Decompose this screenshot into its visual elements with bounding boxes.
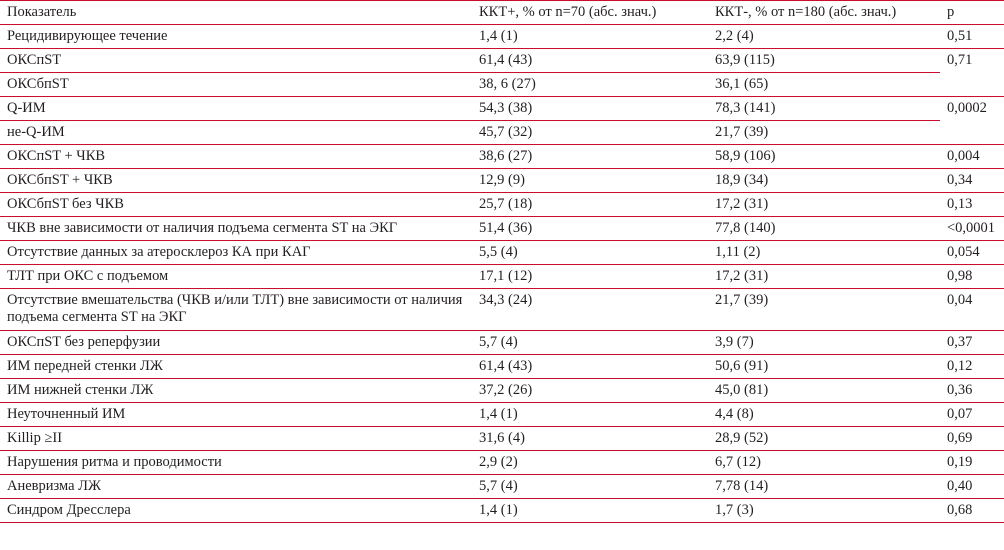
kkt-positive-value: 34,3 (24) bbox=[472, 289, 708, 331]
row-label: ОКСбпST + ЧКВ bbox=[0, 169, 472, 193]
p-value: 0,34 bbox=[940, 169, 1004, 193]
table-row bbox=[0, 121, 1004, 145]
table-row bbox=[0, 499, 1004, 523]
row-label: Неуточненный ИМ bbox=[0, 403, 472, 427]
kkt-negative-value: 7,78 (14) bbox=[708, 475, 940, 499]
p-value: 0,68 bbox=[940, 499, 1004, 523]
kkt-positive-value: 61,4 (43) bbox=[472, 355, 708, 379]
table-row bbox=[0, 97, 1004, 121]
p-value: 0,36 bbox=[940, 379, 1004, 403]
p-value: 0,13 bbox=[940, 193, 1004, 217]
kkt-negative-value: 21,7 (39) bbox=[708, 121, 940, 145]
kkt-positive-value: 45,7 (32) bbox=[472, 121, 708, 145]
header-kkt-positive: ККТ+, % от n=70 (абс. знач.) bbox=[472, 1, 708, 25]
table-row bbox=[0, 403, 1004, 427]
row-label: ТЛТ при ОКС с подъемом bbox=[0, 265, 472, 289]
table-row bbox=[0, 379, 1004, 403]
row-label: ОКСбпST bbox=[0, 73, 472, 97]
p-value: 0,69 bbox=[940, 427, 1004, 451]
table-row bbox=[0, 451, 1004, 475]
p-value: 0,37 bbox=[940, 331, 1004, 355]
kkt-positive-value: 51,4 (36) bbox=[472, 217, 708, 241]
row-label: ИМ передней стенки ЛЖ bbox=[0, 355, 472, 379]
kkt-positive-value: 61,4 (43) bbox=[472, 49, 708, 73]
header-row bbox=[0, 1, 1004, 25]
p-value: 0,0002 bbox=[947, 100, 987, 116]
kkt-positive-value: 38, 6 (27) bbox=[472, 73, 708, 97]
kkt-negative-value: 21,7 (39) bbox=[708, 289, 940, 331]
table-row bbox=[0, 475, 1004, 499]
kkt-positive-value: 2,9 (2) bbox=[472, 451, 708, 475]
row-label: ОКСпST без реперфузии bbox=[0, 331, 472, 355]
kkt-negative-value: 6,7 (12) bbox=[708, 451, 940, 475]
p-value: 0,51 bbox=[940, 25, 1004, 49]
p-value bbox=[940, 121, 1004, 145]
kkt-negative-value: 1,11 (2) bbox=[708, 241, 940, 265]
kkt-positive-value: 5,5 (4) bbox=[472, 241, 708, 265]
row-label: ЧКВ вне зависимости от наличия подъема сегмента ST на ЭКГ bbox=[0, 217, 472, 241]
header-kkt-negative: ККТ-, % от n=180 (абс. знач.) bbox=[708, 1, 940, 25]
p-value: 0,19 bbox=[940, 451, 1004, 475]
kkt-negative-value: 58,9 (106) bbox=[708, 145, 940, 169]
p-value: 0,004 bbox=[940, 145, 1004, 169]
kkt-positive-value: 1,4 (1) bbox=[472, 499, 708, 523]
kkt-positive-value: 25,7 (18) bbox=[472, 193, 708, 217]
kkt-negative-value: 2,2 (4) bbox=[708, 25, 940, 49]
row-label: ОКСпST bbox=[0, 49, 472, 73]
row-label: Отсутствие вмешательства (ЧКВ и/или ТЛТ) вне зависимости от наличия подъема сегмента ST на ЭКГ bbox=[0, 289, 472, 331]
row-label: Синдром Дресслера bbox=[0, 499, 472, 523]
row-label: Отсутствие данных за атеросклероз КА при КАГ bbox=[0, 241, 472, 265]
kkt-negative-value: 45,0 (81) bbox=[708, 379, 940, 403]
kkt-positive-value: 12,9 (9) bbox=[472, 169, 708, 193]
kkt-negative-value: 77,8 (140) bbox=[708, 217, 940, 241]
p-value: 0,98 bbox=[940, 265, 1004, 289]
table-row bbox=[0, 289, 1004, 331]
kkt-negative-value: 18,9 (34) bbox=[708, 169, 940, 193]
table-row bbox=[0, 169, 1004, 193]
row-label: Killip ≥II bbox=[0, 427, 472, 451]
table-row bbox=[0, 355, 1004, 379]
kkt-negative-value: 17,2 (31) bbox=[708, 265, 940, 289]
header-indicator: Показатель bbox=[0, 1, 472, 25]
row-label: ОКСбпST без ЧКВ bbox=[0, 193, 472, 217]
header-p-value: p bbox=[940, 1, 1004, 25]
table-row bbox=[0, 193, 1004, 217]
kkt-positive-value: 38,6 (27) bbox=[472, 145, 708, 169]
kkt-negative-value: 50,6 (91) bbox=[708, 355, 940, 379]
kkt-positive-value: 5,7 (4) bbox=[472, 331, 708, 355]
kkt-positive-value: 37,2 (26) bbox=[472, 379, 708, 403]
kkt-positive-value: 5,7 (4) bbox=[472, 475, 708, 499]
row-label: Аневризма ЛЖ bbox=[0, 475, 472, 499]
table-row bbox=[0, 49, 1004, 73]
p-value: 0,054 bbox=[940, 241, 1004, 265]
p-value: 0,12 bbox=[940, 355, 1004, 379]
p-value: 0,40 bbox=[940, 475, 1004, 499]
kkt-positive-value: 1,4 (1) bbox=[472, 25, 708, 49]
kkt-positive-value: 17,1 (12) bbox=[472, 265, 708, 289]
kkt-negative-value: 17,2 (31) bbox=[708, 193, 940, 217]
p-value: 0,07 bbox=[940, 403, 1004, 427]
kkt-negative-value: 63,9 (115) bbox=[708, 49, 940, 73]
table-row bbox=[0, 241, 1004, 265]
p-value: 0,71 bbox=[947, 52, 973, 68]
kkt-negative-value: 3,9 (7) bbox=[708, 331, 940, 355]
kkt-negative-value: 78,3 (141) bbox=[708, 97, 940, 121]
row-label: Q-ИМ bbox=[0, 97, 472, 121]
kkt-negative-value: 36,1 (65) bbox=[708, 73, 940, 97]
kkt-negative-value: 28,9 (52) bbox=[708, 427, 940, 451]
kkt-negative-value: 4,4 (8) bbox=[708, 403, 940, 427]
table-row bbox=[0, 25, 1004, 49]
p-value: 0,04 bbox=[940, 289, 1004, 331]
table-row bbox=[0, 145, 1004, 169]
table-row bbox=[0, 217, 1004, 241]
kkt-positive-value: 54,3 (38) bbox=[472, 97, 708, 121]
kkt-positive-value: 1,4 (1) bbox=[472, 403, 708, 427]
row-label: не-Q-ИМ bbox=[0, 121, 472, 145]
p-value bbox=[940, 73, 1004, 97]
table-row bbox=[0, 73, 1004, 97]
row-label: Нарушения ритма и проводимости bbox=[0, 451, 472, 475]
row-label: Рецидивирующее течение bbox=[0, 25, 472, 49]
kkt-positive-value: 31,6 (4) bbox=[472, 427, 708, 451]
p-value: <0,0001 bbox=[940, 217, 1004, 241]
table-row bbox=[0, 427, 1004, 451]
row-label: ИМ нижней стенки ЛЖ bbox=[0, 379, 472, 403]
table-row bbox=[0, 265, 1004, 289]
row-label: ОКСпST + ЧКВ bbox=[0, 145, 472, 169]
kkt-negative-value: 1,7 (3) bbox=[708, 499, 940, 523]
table-row bbox=[0, 331, 1004, 355]
